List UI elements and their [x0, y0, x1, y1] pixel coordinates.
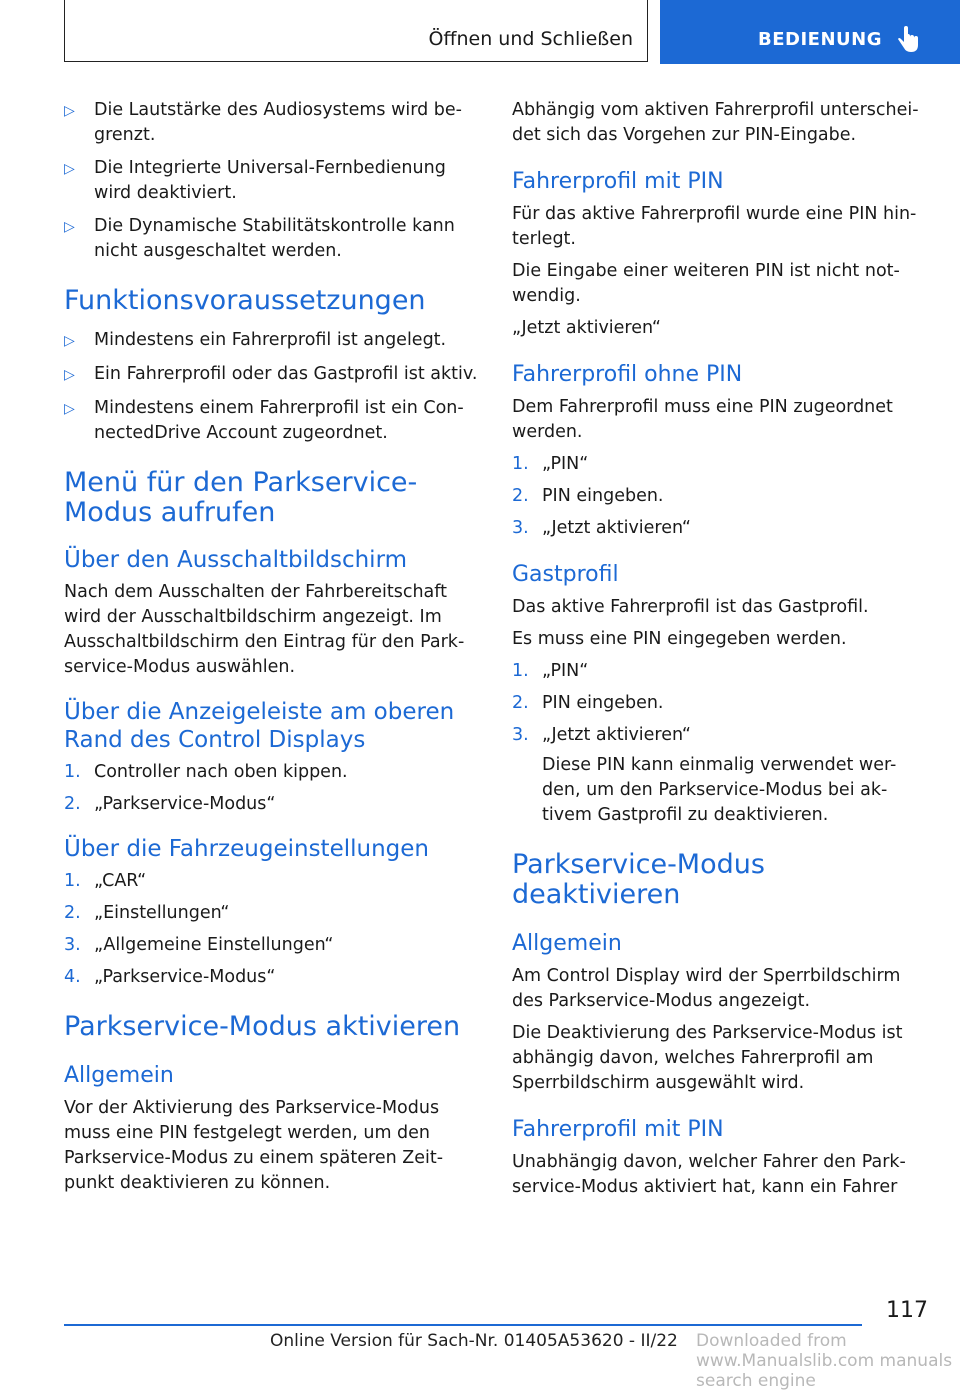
step-item: 3. „Allgemeine Einstellungen“ — [64, 935, 334, 955]
paragraph: Am Control Display wird der Sperrbildschirm des Parkservice-Modus angezeigt. — [512, 966, 901, 1011]
paragraph: Das aktive Fahrerprofil ist das Gastprofil. — [512, 597, 869, 617]
bullet-marker-icon: ▷ — [64, 333, 75, 349]
list-item: ▷ Die Dynamische Stabilitätskontrolle kann nicht ausgeschaltet werden. — [64, 214, 482, 264]
step-item: 2. „Parkservice-Modus“ — [64, 794, 276, 814]
bullet-marker-icon: ▷ — [64, 367, 75, 383]
bullet-marker-icon: ▷ — [64, 219, 75, 235]
step-item: 2. PIN eingeben. — [512, 486, 664, 506]
step-item: 1. Controller nach oben kippen. — [64, 762, 348, 782]
section-tab — [660, 0, 960, 64]
footer-text: Online Version für Sach-Nr. 01405A53620 - II/22 — [270, 1331, 678, 1351]
bullet-marker-icon: ▷ — [64, 401, 75, 417]
step-item: 2. „Einstellungen“ — [64, 903, 230, 923]
right-column — [512, 98, 930, 1207]
paragraph: Vor der Aktivierung des Parkservice-Modus muss eine PIN festgelegt werden, um den Parkservice-Modus zu einem späteren Zeit-punkt deaktivieren zu können. — [64, 1098, 444, 1193]
heading-fahrerprofil-mit-pin: Fahrerprofil mit PIN — [512, 1117, 724, 1142]
step-item: 3. „Jetzt aktivieren“ — [512, 518, 691, 538]
paragraph: „Jetzt aktivieren“ — [512, 318, 661, 338]
heading-deaktivieren: Parkservice-Modus deaktivieren — [512, 849, 765, 910]
heading-allgemein: Allgemein — [64, 1063, 174, 1088]
list-item: ▷ Mindestens einem Fahrerprofil ist ein Con-nectedDrive Account zugeordnet. — [64, 396, 482, 446]
bullet-marker-icon: ▷ — [64, 103, 75, 119]
step-item: 2. PIN eingeben. — [512, 693, 664, 713]
list-item: ▷ Die Lautstärke des Audiosystems wird be-grenzt. — [64, 98, 482, 148]
list-item: ▷ Mindestens ein Fahrerprofil ist angelegt. — [64, 328, 482, 354]
step-item: 3. „Jetzt aktivieren“ — [512, 725, 691, 745]
bullet-marker-icon: ▷ — [64, 161, 75, 177]
list-item: ▷ Die Integrierte Universal-Fernbedienung wird deaktiviert. — [64, 156, 482, 206]
heading-allgemein: Allgemein — [512, 931, 622, 956]
paragraph: Die Eingabe einer weiteren PIN ist nicht not-wendig. — [512, 261, 900, 306]
heading-funktionsvoraussetzungen: Funktionsvoraussetzungen — [64, 285, 426, 316]
list-item: ▷ Ein Fahrerprofil oder das Gastprofil ist aktiv. — [64, 362, 482, 388]
step-note: Diese PIN kann einmalig verwendet wer-den, um den Parkservice-Modus bei ak-tivem Gastprofil zu deaktivieren. — [542, 755, 897, 825]
paragraph: Für das aktive Fahrerprofil wurde eine PIN hin-terlegt. — [512, 204, 917, 249]
header-left-box — [64, 0, 648, 62]
section-label: BEDIENUNG — [758, 29, 882, 50]
heading-gastprofil: Gastprofil — [512, 562, 619, 587]
step-item: 1. „PIN“ — [512, 454, 589, 474]
paragraph: Abhängig vom aktiven Fahrerprofil unterschei-det sich das Vorgehen zur PIN-Eingabe. — [512, 100, 919, 145]
heading-aktivieren: Parkservice-Modus aktivieren — [64, 1011, 461, 1042]
step-item: 1. „CAR“ — [64, 871, 147, 891]
heading-ausschaltbildschirm: Über den Ausschaltbildschirm — [64, 547, 408, 573]
paragraph: Unabhängig davon, welcher Fahrer den Park-service-Modus aktiviert hat, kann ein Fahrer — [512, 1152, 906, 1197]
footer-divider — [64, 1324, 862, 1326]
page-number: 117 — [886, 1298, 928, 1323]
paragraph: Es muss eine PIN eingegeben werden. — [512, 629, 847, 649]
left-column — [64, 98, 482, 1203]
paragraph: Nach dem Ausschalten der Fahrbereitschaft wird der Ausschaltbildschirm angezeigt. Im Ausschaltbildschirm den Eintrag für den Park-service-Modus auswählen. — [64, 582, 465, 677]
step-item: 4. „Parkservice-Modus“ — [64, 967, 276, 987]
heading-fahrzeugeinstellungen: Über die Fahrzeugeinstellungen — [64, 836, 429, 862]
chapter-title: Öffnen und Schließen — [428, 28, 633, 50]
paragraph: Die Deaktivierung des Parkservice-Modus ist abhängig davon, welches Fahrerprofil am Sperrbildschirm ausgewählt wird. — [512, 1023, 903, 1093]
paragraph: Dem Fahrerprofil muss eine PIN zugeordnet werden. — [512, 397, 893, 442]
heading-fahrerprofil-mit-pin: Fahrerprofil mit PIN — [512, 169, 724, 194]
heading-fahrerprofil-ohne-pin: Fahrerprofil ohne PIN — [512, 362, 743, 387]
step-item: 1. „PIN“ — [512, 661, 589, 681]
heading-anzeigeleiste: Über die Anzeigeleiste am oberen Rand des Control Displays — [64, 699, 455, 753]
watermark: Downloaded from www.Manualslib.com manuals search engine — [696, 1331, 953, 1391]
hand-pointer-icon — [896, 26, 922, 54]
heading-menu-aufrufen: Menü für den Parkservice-Modus aufrufen — [64, 467, 418, 528]
